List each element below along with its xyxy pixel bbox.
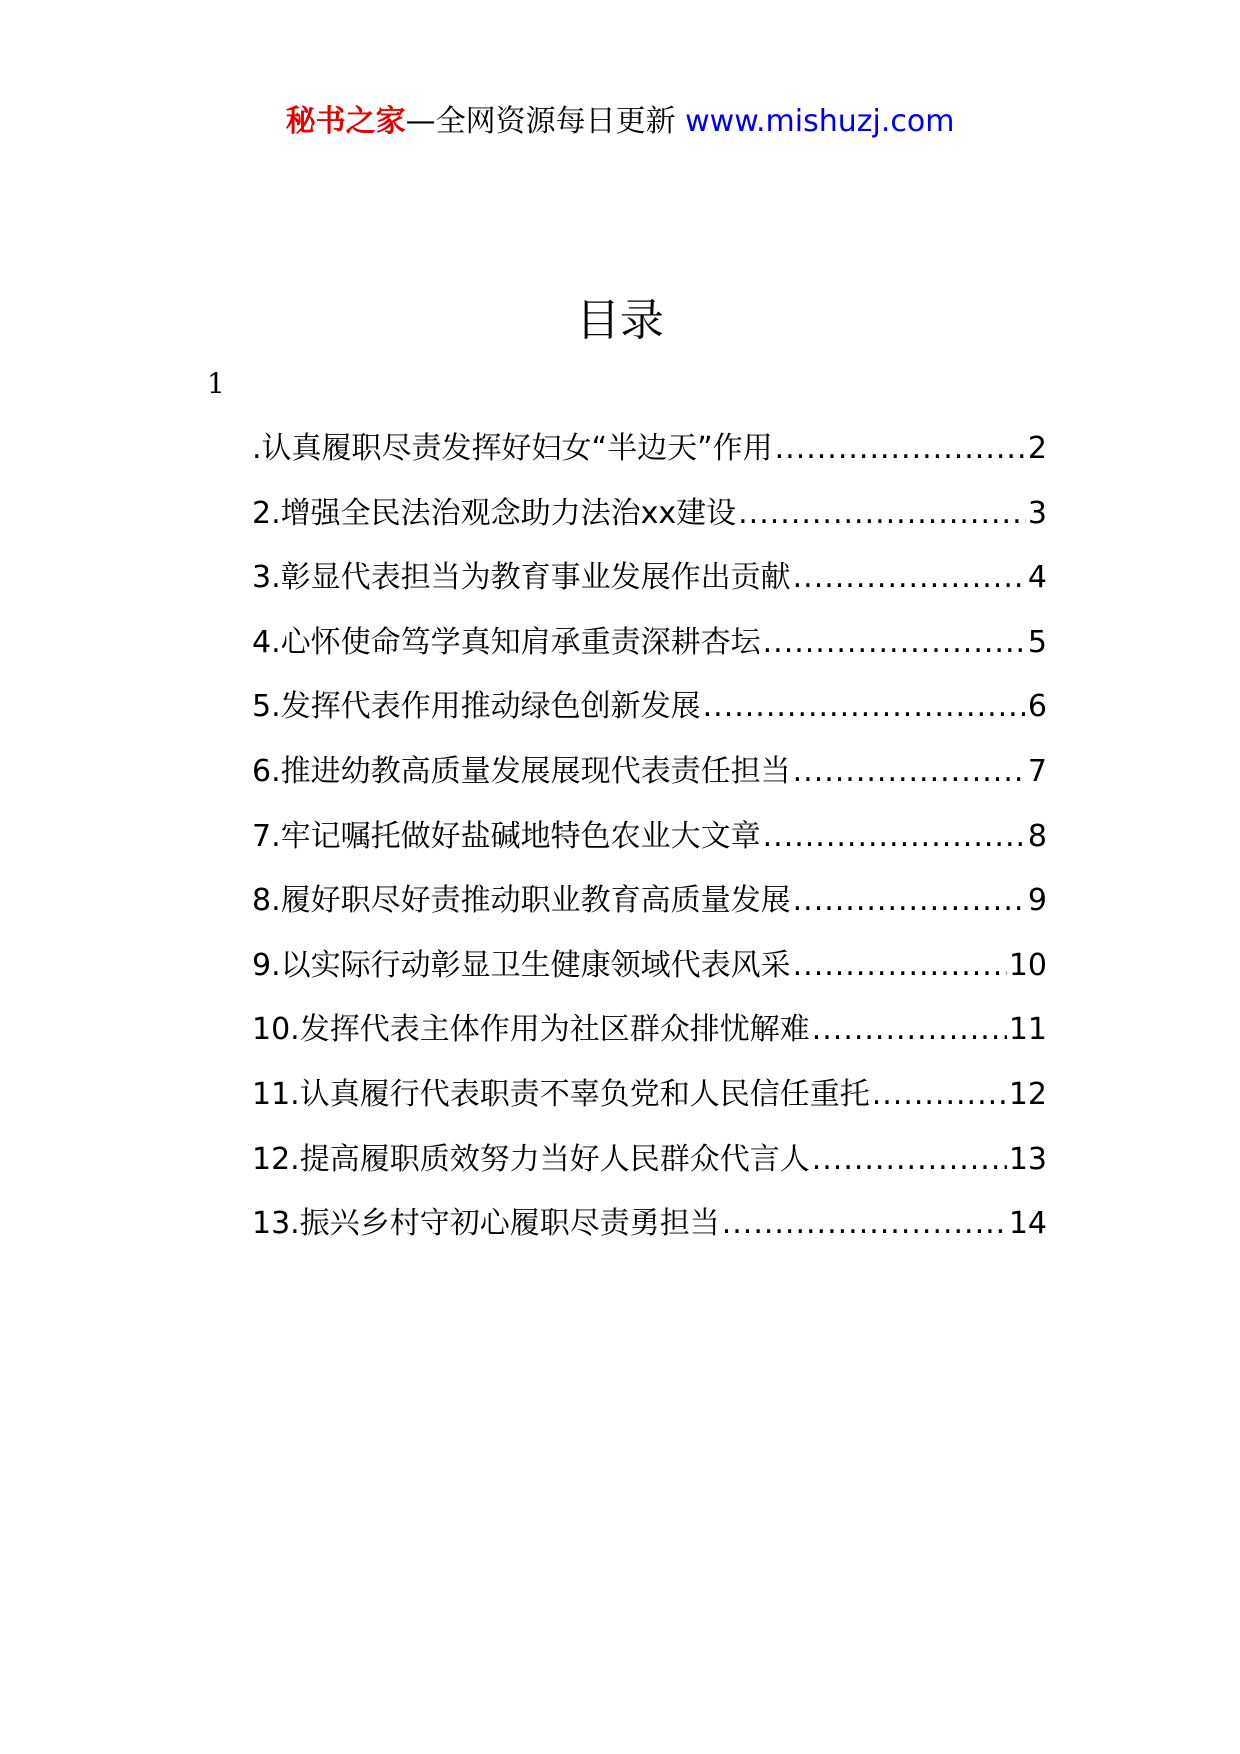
table-of-contents [252, 423, 1047, 1263]
toc-entry[interactable] [252, 1069, 1047, 1134]
toc-entry-title[interactable]: 7.牢记嘱托做好盐碱地特色农业大文章 [252, 818, 761, 854]
toc-entry-title[interactable]: 8.履好职尽好责推动职业教育高质量发展 [252, 883, 791, 919]
toc-entry-title[interactable]: 13.振兴乡村守初心履职尽责勇担当 [252, 1206, 720, 1242]
toc-entry-page: 5 [1027, 624, 1047, 660]
toc-entry-title[interactable]: 9.以实际行动彰显卫生健康领域代表风采 [252, 947, 791, 983]
toc-leader-dots [738, 488, 1026, 540]
page-number-marker: 1 [207, 367, 225, 400]
toc-leader-dots [812, 1004, 1007, 1056]
toc-entry-page: 8 [1027, 818, 1047, 854]
toc-leader-dots [793, 940, 1007, 992]
site-slogan: —全网资源每日更新 [405, 104, 676, 139]
toc-entry[interactable] [252, 423, 1047, 488]
toc-leader-dots [793, 746, 1026, 798]
toc-entry-title[interactable]: 4.心怀使命笃学真知肩承重责深耕杏坛 [252, 624, 761, 660]
toc-entry-page: 9 [1027, 883, 1047, 919]
toc-entry[interactable] [252, 746, 1047, 811]
toc-leader-dots [793, 552, 1026, 604]
toc-leader-dots [793, 875, 1026, 927]
toc-leader-dots [763, 811, 1026, 863]
toc-entry[interactable] [252, 552, 1047, 617]
toc-leader-dots [775, 423, 1026, 475]
toc-entry[interactable] [252, 1134, 1047, 1199]
toc-entry-title[interactable]: 6.推进幼教高质量发展展现代表责任担当 [252, 753, 791, 789]
toc-entry[interactable] [252, 617, 1047, 682]
toc-leader-dots [872, 1069, 1007, 1121]
toc-entry-page: 11 [1008, 1012, 1047, 1048]
toc-entry-title[interactable]: 11.认真履行代表职责不辜负党和人民信任重托 [252, 1076, 870, 1112]
brand-name: 秘书之家 [285, 104, 406, 139]
toc-entry[interactable] [252, 811, 1047, 876]
toc-entry[interactable] [252, 1004, 1047, 1069]
toc-entry[interactable] [252, 488, 1047, 553]
toc-entry-page: 4 [1027, 560, 1047, 596]
toc-entry-page: 14 [1008, 1206, 1047, 1242]
toc-leader-dots [763, 617, 1026, 669]
toc-entry-page: 7 [1027, 753, 1047, 789]
toc-entry-title[interactable]: 3.彰显代表担当为教育事业发展作出贡献 [252, 560, 791, 596]
toc-entry[interactable] [252, 875, 1047, 940]
toc-entry-page: 3 [1027, 495, 1047, 531]
site-header [0, 102, 1240, 142]
toc-entry-title[interactable]: 12.提高履职质效努力当好人民群众代言人 [252, 1141, 810, 1177]
toc-entry[interactable] [252, 681, 1047, 746]
toc-entry-page: 10 [1008, 947, 1047, 983]
toc-entry[interactable] [252, 940, 1047, 1005]
toc-leader-dots [722, 1198, 1007, 1250]
toc-entry-title[interactable]: 2.增强全民法治观念助力法治xx建设 [252, 495, 737, 531]
toc-entry[interactable] [252, 1198, 1047, 1263]
toc-entry-title[interactable]: 5.发挥代表作用推动绿色创新发展 [252, 689, 701, 725]
toc-leader-dots [812, 1134, 1007, 1186]
toc-title: 目录 [576, 295, 664, 346]
toc-entry-page: 13 [1008, 1141, 1047, 1177]
toc-entry-title[interactable]: .认真履职尽责发挥好妇女“半边天”作用 [252, 431, 773, 466]
toc-entry-page: 12 [1008, 1076, 1047, 1112]
toc-leader-dots [703, 681, 1026, 733]
toc-entry-page: 2 [1027, 431, 1047, 466]
toc-entry-page: 6 [1027, 689, 1047, 725]
toc-entry-title[interactable]: 10.发挥代表主体作用为社区群众排忧解难 [252, 1012, 810, 1048]
site-url-link[interactable]: www.mishuzj.com [685, 104, 955, 139]
